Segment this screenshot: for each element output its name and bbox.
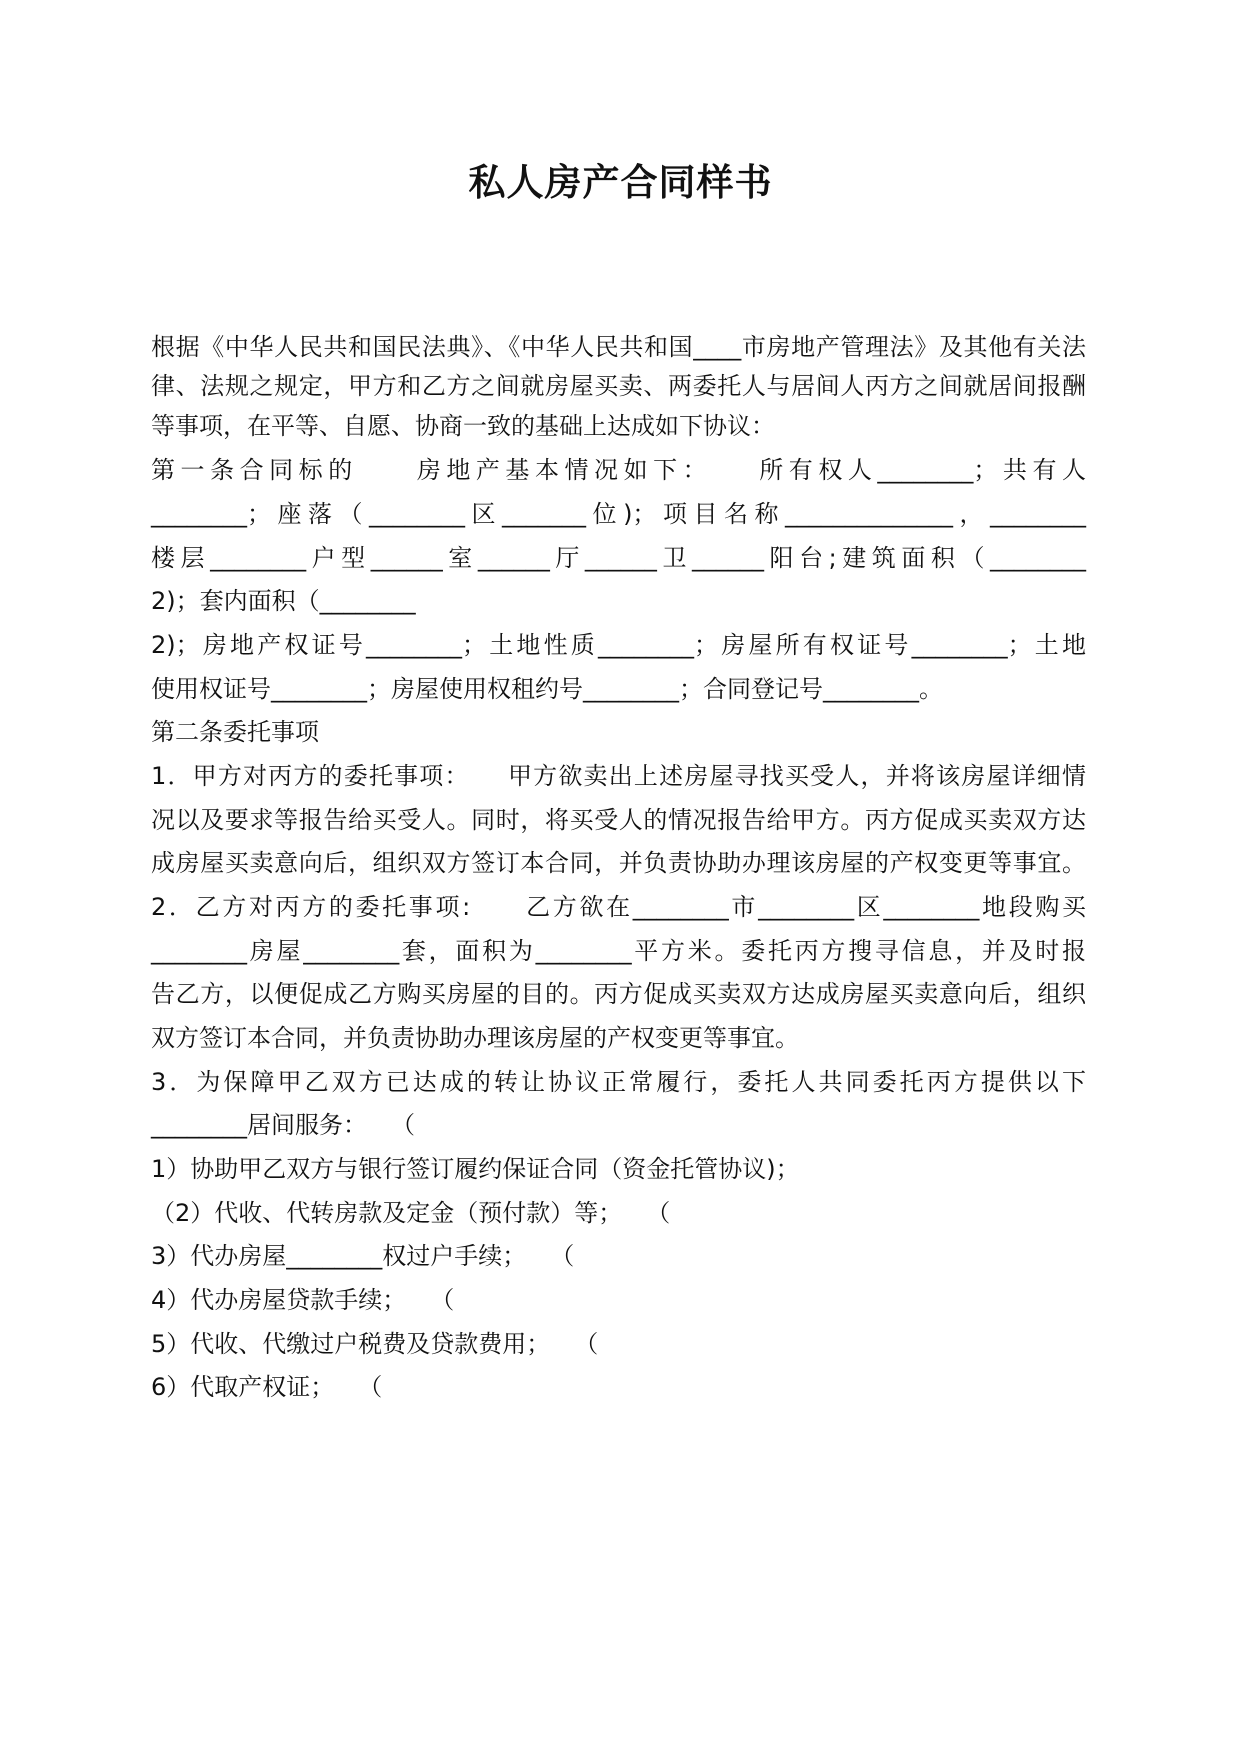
paragraph-line: 2)；房地产权证号________；土地性质________；房屋所有权证号________；土地: [151, 631, 1086, 659]
paragraph-line: 双方签订本合同，并负责协助办理该房屋的产权变更等事宜。: [151, 1024, 799, 1052]
paragraph-line: 2)；套内面积（________: [151, 587, 416, 615]
paragraph-line: ________居间服务： （: [151, 1111, 415, 1139]
paragraph-line: 3．为保障甲乙双方已达成的转让协议正常履行，委托人共同委托丙方提供以下: [151, 1068, 1086, 1096]
paragraph-line: 成房屋买卖意向后，组织双方签订本合同，并负责协助办理该房屋的产权变更等事宜。: [151, 849, 1086, 877]
paragraph-line: ________；座落（________区_______位)；项目名称______________，________: [151, 500, 1086, 528]
paragraph-line: 2．乙方对丙方的委托事项: 乙方欲在________市________区________地段购买: [151, 893, 1086, 921]
paragraph-line: 第一条合同标的 房地产基本情况如下： 所有权人________；共有人: [151, 456, 1086, 484]
paragraph-line: 使用权证号________；房屋使用权租约号________；合同登记号________。: [151, 675, 943, 703]
list-item: 4）代办房屋贷款手续； （: [151, 1286, 455, 1314]
document-title: 私人房产合同样书: [468, 161, 773, 204]
list-item: （2）代收、代转房款及定金（预付款）等； （: [151, 1199, 671, 1227]
list-item: 1）协助甲乙双方与银行签订履约保证合同（资金托管协议)；: [151, 1155, 800, 1183]
list-item: 3）代办房屋________权过户手续； （: [151, 1242, 575, 1270]
paragraph-line: 况以及要求等报告给买受人。同时，将买受人的情况报告给甲方。丙方促成买卖双方达: [151, 806, 1086, 834]
paragraph-line: 等事项，在平等、自愿、协商一致的基础上达成如下协议：: [151, 412, 775, 440]
list-item: 6）代取产权证； （: [151, 1373, 383, 1401]
paragraph-line: ________房屋________套，面积为________平方米。委托丙方搜寻信息，并及时报: [151, 937, 1086, 965]
paragraph-line: 告乙方，以便促成乙方购买房屋的目的。丙方促成买卖双方达成房屋买卖意向后，组织: [151, 980, 1086, 1008]
section-heading: 第二条委托事项: [151, 718, 319, 746]
paragraph-line: 楼层________户型______室______厅______卫______阳台;建筑面积（________: [151, 544, 1086, 572]
paragraph-line: 律、法规之规定，甲方和乙方之间就房屋买卖、两委托人与居间人丙方之间就居间报酬: [151, 372, 1086, 400]
paragraph-line: 1．甲方对丙方的委托事项： 甲方欲卖出上述房屋寻找买受人，并将该房屋详细情: [151, 762, 1086, 790]
paragraph-line: 根据《中华人民共和国民法典》、《中华人民共和国____市房地产管理法》及其他有关法: [151, 333, 1086, 361]
list-item: 5）代收、代缴过户税费及贷款费用； （: [151, 1330, 599, 1358]
